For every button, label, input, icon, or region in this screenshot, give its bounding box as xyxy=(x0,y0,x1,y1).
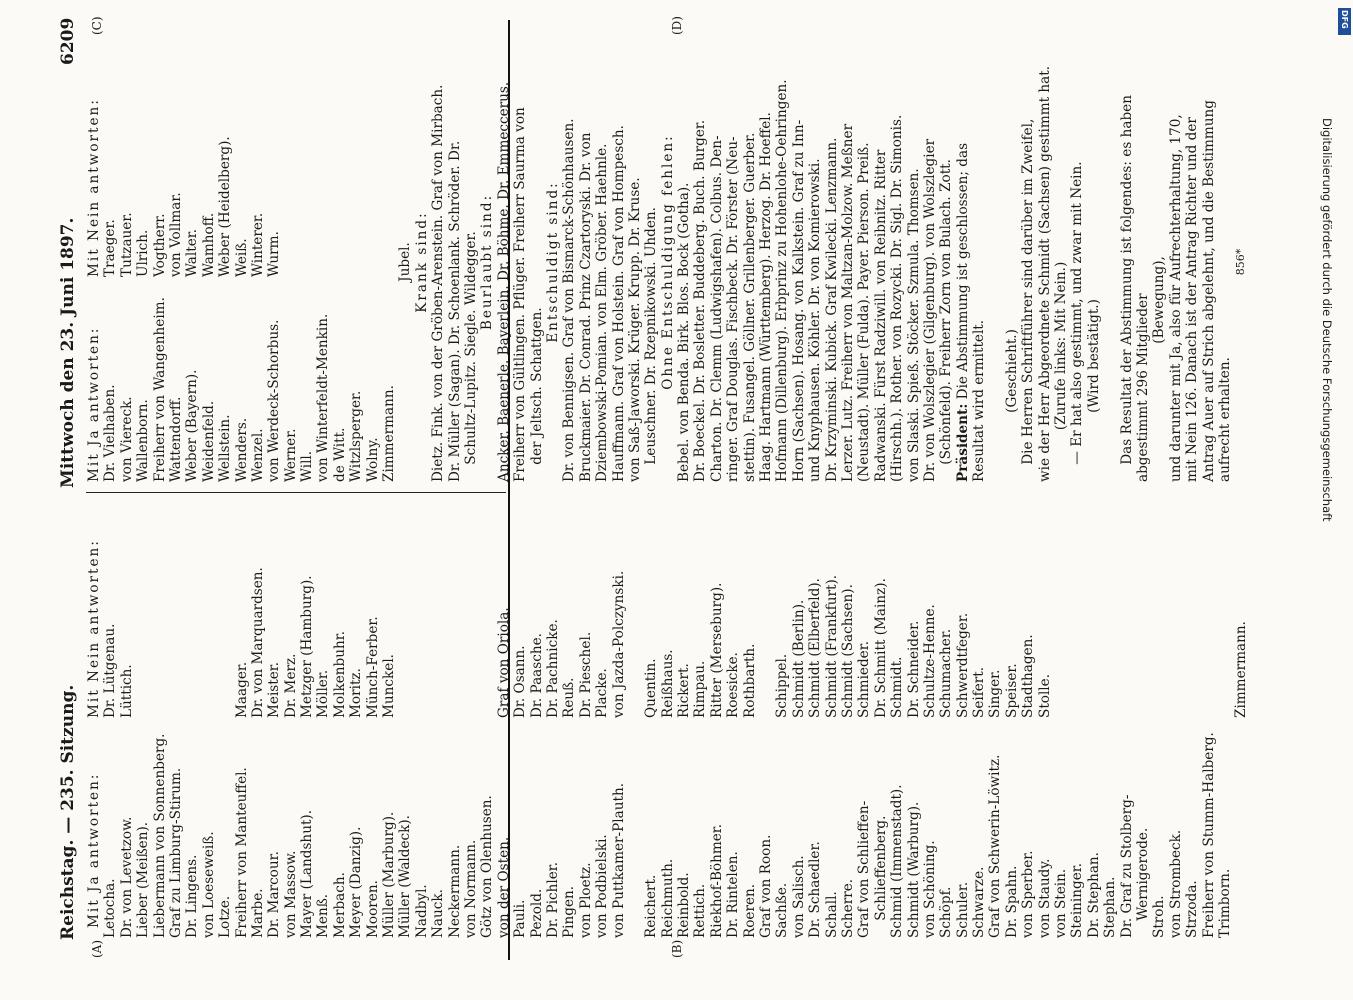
member-name: Wattendorff. xyxy=(167,396,184,482)
member-name: Graf von Schlieffen- xyxy=(856,800,873,938)
member-name: Trimborn. xyxy=(1216,868,1233,938)
beurlaubt-line: Ancker. Baenerle. Bayerlein. Dr. Böhme. Dr. Emmeccerus. xyxy=(495,81,512,482)
column-divider xyxy=(86,492,506,493)
member-name: Müller (Marburg). xyxy=(381,811,398,938)
member-name: von Loeseweiß. xyxy=(200,831,217,938)
entschuldigt-line: Dr. von Bennigsen. Graf von Bismarck-Schönhausen. xyxy=(561,118,578,482)
ja-nein-block xyxy=(86,42,397,482)
member-name: Metzger (Hamburg). xyxy=(299,575,316,718)
ja-list xyxy=(86,277,397,482)
closing-line xyxy=(971,42,987,482)
closing-line xyxy=(987,42,1003,482)
ohne-line: Radwanski. Fürst Radziwill. von Reibnitz. Ritter xyxy=(872,149,889,482)
heading-ja-right: Mit Ja antworten: xyxy=(86,326,102,482)
member-name xyxy=(1201,498,1217,718)
member-name: Schumacher. xyxy=(938,628,955,718)
member-name: Zimmermann. xyxy=(381,385,398,482)
member-name xyxy=(168,498,184,718)
member-name: Schmidt (Sachsen). xyxy=(839,584,856,718)
closing-text: und darunter mit Ja, also für Aufrechterhaltung, 170, xyxy=(1167,114,1184,482)
member-name: Schlieffenberg. xyxy=(872,815,889,938)
heading-nein-right: Mit Nein antworten: xyxy=(86,98,102,277)
member-name: Liebermann von Sonnenberg. xyxy=(151,733,168,938)
member-name: Möller. xyxy=(315,669,332,718)
member-name xyxy=(627,726,643,938)
ohne-line: Hofmann (Dillenburg). Erbprinz zu Hohenlohe-Oehringen. xyxy=(774,79,791,482)
member-name: von Jazda-Polczynski. xyxy=(610,570,627,718)
member-name: Reichert. xyxy=(643,874,660,938)
member-name: Dr. Marcour. xyxy=(266,851,283,938)
closing-text: — Er hat also gestimmt, und zwar mit Nein. xyxy=(1069,161,1086,482)
member-name: Reuß. xyxy=(561,677,578,718)
member-name: Schöpf. xyxy=(938,886,955,938)
member-name: Lüttich. xyxy=(118,664,135,718)
signature-mark: 856* xyxy=(1234,248,1248,276)
member-name xyxy=(1184,498,1200,718)
member-name: Dr. Paasche. xyxy=(528,633,545,718)
member-name: Speiser. xyxy=(1003,663,1020,718)
ohne-line: Dr. von Wolszlegier (Gilgenburg). von Wolszlegier xyxy=(921,138,938,482)
member-name xyxy=(463,498,479,718)
member-name: Weber (Heidelberg). xyxy=(217,136,234,277)
entschuldigt-line: Hauffmann. Graf von Holstein. Graf von Hompesch. xyxy=(610,125,627,482)
closing-line xyxy=(1102,42,1118,482)
member-name: Sachße. xyxy=(774,882,791,938)
member-name xyxy=(479,498,495,718)
closing-line xyxy=(1119,42,1135,482)
page-number: 6209 xyxy=(58,17,78,65)
member-name xyxy=(627,498,643,718)
ohne-line: ringer. Graf Douglas. Fischbeck. Dr. Förster (Neu- xyxy=(725,136,742,482)
member-name: Rettich. xyxy=(692,883,709,938)
member-name: Schmidt (Berlin). xyxy=(790,599,807,718)
closing-line xyxy=(1086,42,1102,482)
member-name: Dr. Stephan. xyxy=(1085,851,1102,938)
column-nein-left xyxy=(86,498,1250,718)
member-name: Zimmermann. xyxy=(1233,621,1250,718)
member-name: Strzoda. xyxy=(1184,880,1201,938)
member-name: Graf von Oriola. xyxy=(495,607,512,718)
ohne-line: Dr. Boeckel. Dr. Bosletter. Buddeberg. Buch. Burger. xyxy=(692,119,709,482)
ohne-line: Lerzer. Lutz. Freiherr von Maltzan-Molzow. Meßner xyxy=(839,123,856,482)
member-name: von Schöning. xyxy=(921,840,938,938)
member-name: Dr. Osann. xyxy=(512,645,529,718)
member-name: Schuler. xyxy=(954,881,971,938)
closing-text: Das Resultat der Abstimmung ist folgendes: es haben xyxy=(1118,95,1135,482)
member-name: Nauck. xyxy=(430,889,447,938)
closing-text: abgestimmt 296 Mitglieder xyxy=(1135,293,1151,482)
closing-line xyxy=(1151,42,1167,482)
member-name: Winterer. xyxy=(249,212,266,277)
member-name: Nadbyl. xyxy=(413,884,430,938)
member-name: Scherre. xyxy=(839,878,856,938)
member-name: Freiherr von Wangenheim. xyxy=(151,297,168,482)
member-name: Riekhof-Böhmer. xyxy=(708,823,725,938)
member-name: von der Osten. xyxy=(495,836,512,938)
member-name: Tutzauer. xyxy=(118,212,135,277)
member-name: von Salisch. xyxy=(790,855,807,938)
ohne-line: Horn (Sachsen). Hosang. von Kalkstein. Graf zu Inn- xyxy=(790,119,807,482)
closing-text: Die Abstimmung ist geschlossen; das xyxy=(954,142,971,404)
member-name: Neckermann. xyxy=(446,844,463,938)
digitization-credit xyxy=(1318,118,1336,978)
header-date: Mittwoch den 23. Juni 1897. xyxy=(58,217,78,488)
closing-text: (Bewegung), xyxy=(1151,256,1168,482)
member-name: Steininger. xyxy=(1069,862,1086,938)
member-name: Reinbold. xyxy=(676,872,693,938)
closing-line xyxy=(1020,42,1036,482)
member-name: Reichmuth. xyxy=(659,858,676,938)
ohne-line: Charton. Dr. Clemm (Ludwigshafen). Colbus. Den- xyxy=(708,135,725,482)
ohne-line: (Schönfeld). Freiherr Zorn von Bulach. Zott. xyxy=(938,159,955,482)
beurlaubt-line: Freiherr von Gültlingen. Pflüger. Freiherr Saurma von xyxy=(512,107,529,482)
closing-line xyxy=(1037,42,1053,482)
member-name: Münch-Ferber. xyxy=(364,616,381,718)
member-name: Schmidt (Elberfeld). xyxy=(807,578,824,718)
member-name: Stroh. xyxy=(1151,895,1168,938)
closing-text: (Geschieht.) xyxy=(1003,329,1020,482)
margin-marker-d: (D) xyxy=(670,16,684,35)
member-name xyxy=(1119,498,1135,718)
member-name: Will. xyxy=(299,450,316,482)
member-name: von Stein. xyxy=(1053,868,1070,938)
member-name: Witzlsperger. xyxy=(348,390,365,482)
member-name xyxy=(217,498,233,718)
closing-text: aufrecht erhalten. xyxy=(1216,357,1233,482)
closing-line xyxy=(1201,42,1217,482)
member-name: Schmidt. xyxy=(889,656,906,718)
member-name: Weidenfeld. xyxy=(200,400,217,482)
member-name: Vogtherr. xyxy=(151,213,168,277)
member-name: Reißhaus. xyxy=(659,649,676,718)
krank-line: Dietz. Fink. von der Gröben-Arenstein. Graf von Mirbach. xyxy=(430,84,447,482)
closing-text: Die Herren Schriftführer sind darüber im Zweifel, xyxy=(1020,118,1037,482)
ohne-line: Haag. Hartmann (Württemberg). Herzog. Dr. Hoeffel. xyxy=(758,112,775,482)
member-name: Roeren. xyxy=(741,883,758,938)
member-name: Wamhoff. xyxy=(200,212,217,277)
member-name xyxy=(447,498,463,718)
member-name: Letocha. xyxy=(102,878,119,938)
member-name: Quentin. xyxy=(643,658,660,718)
speaker-label: Präsident: xyxy=(954,403,971,482)
member-name: Roesicke. xyxy=(725,651,742,718)
member-name: Rickert. xyxy=(676,663,693,718)
jubel-note: Jubel. xyxy=(397,242,414,282)
member-name: Dr. Lingens. xyxy=(184,854,201,938)
member-name xyxy=(1053,498,1069,718)
member-name: von Viereck. xyxy=(118,396,135,482)
member-name: von Massow. xyxy=(282,850,299,938)
member-name: Wolny. xyxy=(364,437,381,482)
member-name: Traeger. xyxy=(102,219,119,277)
krank-list xyxy=(430,42,479,482)
entschuldigt-line: Leuschner. Dr. Rzepnikowski. Uhden. xyxy=(643,207,660,482)
member-name: Schmid (Immenstadt). xyxy=(889,784,906,938)
member-name: Müller (Waldeck). xyxy=(397,814,414,938)
margin-marker-a: (A) xyxy=(90,939,104,958)
member-name: Dr. von Marquardsen. xyxy=(249,567,266,718)
member-name: von Winterfeldt-Menkin. xyxy=(315,313,332,482)
member-name: Graf von Roon. xyxy=(758,834,775,938)
member-name: Weiß. xyxy=(233,238,250,277)
member-name: Wenders. xyxy=(233,417,250,482)
ohne-line: Bebel. von Benda. Birk. Blos. Bock (Gotha). xyxy=(676,182,693,482)
member-name xyxy=(1069,498,1085,718)
member-name: von Vollmar. xyxy=(167,192,184,277)
member-name xyxy=(758,498,774,718)
member-name: von Strombeck. xyxy=(1167,829,1184,938)
closing-text: (Zurufe links: Mit Nein.) xyxy=(1053,261,1070,482)
heading-nein: Mit Nein antworten: xyxy=(86,539,102,718)
header-left: Reichstag. — 235. Sitzung. xyxy=(58,684,78,940)
member-name: Freiherr von Stumm-Halberg. xyxy=(1200,732,1217,938)
member-name: Stolle. xyxy=(1036,673,1053,718)
member-name xyxy=(414,498,430,718)
krank-title: Krank sind: xyxy=(413,211,430,313)
closing-line xyxy=(955,42,971,482)
member-name: Schwerdtfeger. xyxy=(954,612,971,718)
member-name: von Staudy. xyxy=(1036,858,1053,938)
ohne-line: (Hirschh.). Rother. von Rozycki. Dr. Sigl. Dr. Simonis. xyxy=(889,114,906,482)
member-name: Menß. xyxy=(315,893,332,938)
member-name: de Witt. xyxy=(331,427,348,482)
closing-line xyxy=(1217,42,1233,482)
member-name: Pingen. xyxy=(561,885,578,938)
member-name: Schwarze. xyxy=(971,866,988,938)
member-name: Placke. xyxy=(594,668,611,718)
member-name: Wenzel. xyxy=(249,428,266,482)
member-name: Schmieder. xyxy=(856,640,873,718)
member-name: Munckel. xyxy=(381,654,398,718)
column-right xyxy=(86,42,1250,482)
entschuldigt-line: Bruckmaier. Dr. Conrad. Prinz Czartoryski. Dr. von xyxy=(577,132,594,482)
entschuldigt-line: Dziembowski-Pomian. von Elm. Gröber. Haehnle. xyxy=(594,143,611,482)
heading-ja: Mit Ja antworten: xyxy=(86,772,102,928)
member-name: Wernigerode. xyxy=(1135,827,1151,938)
closing-text: Antrag Auer auf Strich abgelehnt, und die Bestimmung xyxy=(1200,100,1217,482)
member-name: Molkenbuhr. xyxy=(331,630,348,718)
member-name: Götz von Olenhusen. xyxy=(479,795,496,938)
member-name: Ritter (Merseburg). xyxy=(708,582,725,718)
member-name: von Werdeck-Schorbus. xyxy=(266,319,283,482)
closing-line xyxy=(1069,42,1085,482)
credit-text: Digitalisierung gefördert durch die Deutsche Forschungsgemeinschaft xyxy=(1320,118,1334,522)
member-name xyxy=(152,498,168,718)
closing-line xyxy=(1184,42,1200,482)
member-name xyxy=(1135,498,1151,718)
nein-list xyxy=(86,47,397,277)
member-name: von Sperber. xyxy=(1020,850,1037,938)
member-name: Pezold. xyxy=(528,888,545,938)
closing-text: wie der Herr Abgeordnete Schmidt (Sachsen) gestimmt hat. xyxy=(1036,65,1053,482)
ohne-list xyxy=(676,42,955,482)
krank-line: Schultz-Lupitz. Siegle. Wildegger. xyxy=(462,231,479,482)
column-ja-left xyxy=(86,726,1233,938)
member-name: Dr. Schaedler. xyxy=(807,841,824,938)
entschuldigt-list xyxy=(561,42,659,482)
member-name: Dr. Spahn. xyxy=(1003,865,1020,938)
member-name xyxy=(397,498,413,718)
member-name: Schultze-Henne. xyxy=(921,604,938,718)
member-name: Schmidt (Frankfurt). xyxy=(823,574,840,718)
member-name xyxy=(184,498,200,718)
member-name: Dr. Pachnicke. xyxy=(544,619,561,718)
member-name xyxy=(135,498,151,718)
member-name: Schall. xyxy=(823,891,840,938)
closing-line xyxy=(1053,42,1069,482)
member-name: Dr. Lütgenau. xyxy=(102,623,119,718)
member-name: Pauli. xyxy=(512,899,529,938)
member-name: Schippel. xyxy=(774,653,791,718)
member-name: Meister. xyxy=(266,661,283,718)
member-name: Wallenborn. xyxy=(135,399,152,482)
entschuldigt-line: von Saß-Jaworski. Krüger. Krupp. Dr. Kruse. xyxy=(626,177,643,482)
member-name: Schmidt (Warburg). xyxy=(905,801,922,938)
member-name: Dr. von Levetzow. xyxy=(118,816,135,938)
ohne-line: von Slaski. Spieß. Stöcker. Szmula. Thomsen. xyxy=(905,168,922,482)
ohne-line: und Knyphausen. Köhler. Dr. von Komierowski. xyxy=(807,158,824,482)
member-name: Dr. Pichler. xyxy=(544,861,561,938)
member-name: Maager. xyxy=(233,661,250,718)
member-name xyxy=(1151,498,1167,718)
member-name: Dr. Vielhaben. xyxy=(102,384,119,482)
member-name: Weber (Bayern). xyxy=(184,369,201,482)
member-name: Ulrich. xyxy=(135,229,152,277)
beurlaubt-list xyxy=(496,42,545,482)
member-name: Moritz. xyxy=(348,668,365,718)
entschuldigt-title: Entschuldigt sind: xyxy=(544,181,561,343)
ohne-line: stettin). Fusangel. Göllner. Grillenberger. Guerber. xyxy=(741,132,758,482)
member-name: Lieber (Meißen). xyxy=(135,821,152,938)
member-name xyxy=(1168,498,1184,718)
member-name: Dr. Merz. xyxy=(282,653,299,718)
member-name: Stadthagen. xyxy=(1020,634,1037,718)
closing-line xyxy=(1135,42,1151,482)
member-name: Walter. xyxy=(184,228,201,277)
member-name: von Puttkamer-Plauth. xyxy=(610,782,627,938)
member-name: Rimpau. xyxy=(692,660,709,718)
closing-line xyxy=(1004,42,1020,482)
member-name xyxy=(1102,498,1118,718)
closing-text: (Wird bestätigt.) xyxy=(1085,299,1102,482)
member-name xyxy=(1217,498,1233,718)
member-name: Dr. Schmitt (Mainz). xyxy=(872,578,889,718)
member-name: Merbach. xyxy=(331,872,348,938)
closing-line xyxy=(1168,42,1184,482)
member-name: Graf von Schwerin-Löwitz. xyxy=(987,754,1004,938)
member-name xyxy=(201,498,217,718)
member-name: Dr. Pieschel. xyxy=(577,631,594,718)
member-name: Dr. Rintelen. xyxy=(725,851,742,938)
member-name: Rothbarth. xyxy=(741,643,758,718)
member-name: Werner. xyxy=(282,428,299,482)
krank-line: Dr. Müller (Sagan). Dr. Schoenlank. Schröder. Dr. xyxy=(446,140,463,482)
member-name: Mayer (Landshut). xyxy=(299,809,316,938)
member-name: Wellstein. xyxy=(217,414,234,482)
member-name: von Podbielski. xyxy=(594,834,611,938)
member-name: Stephan. xyxy=(1102,876,1119,938)
member-name: Mooren. xyxy=(364,880,381,938)
member-name: Dr. Schneider. xyxy=(905,620,922,718)
dfg-logo: DFG xyxy=(1338,8,1351,35)
margin-marker-c: (C) xyxy=(90,16,104,35)
ohne-line: Dr. Krzyminski. Kubick. Graf Kwilecki. Lenzmann. xyxy=(823,137,840,482)
member-name: von Normann. xyxy=(462,839,479,938)
member-name: Freiherr von Manteuffel. xyxy=(233,767,250,938)
member-name xyxy=(1086,498,1102,718)
margin-marker-b: (B) xyxy=(670,939,684,958)
member-name: Meyer (Danzig). xyxy=(348,826,365,938)
member-name: Dr. Graf zu Stolberg- xyxy=(1118,794,1135,938)
closing-text: mit Nein 126. Danach ist der Antrag Richter und der xyxy=(1184,117,1201,482)
beurlaubt-title: Beurlaubt sind: xyxy=(479,193,496,331)
member-name: von Ploetz. xyxy=(577,862,594,938)
member-name: Wurm. xyxy=(266,231,283,277)
beurlaubt-line: der Jeltsch. Schattgen. xyxy=(528,307,545,482)
member-name: Graf zu Limburg-Stirum. xyxy=(167,767,184,938)
closing-text: Resultat wird ermittelt. xyxy=(971,319,988,482)
member-name: Seifert. xyxy=(971,666,988,718)
member-name: Marbe. xyxy=(249,888,266,938)
ohne-title: Ohne Entschuldigung fehlen: xyxy=(659,134,676,390)
member-name: Singer. xyxy=(987,669,1004,718)
ohne-line: (Neustadt). Müller (Fulda). Payer. Pierson. Preiß. xyxy=(856,142,873,482)
member-name: Lotze. xyxy=(217,895,234,938)
closing-paragraph xyxy=(955,42,1234,482)
member-name xyxy=(430,498,446,718)
